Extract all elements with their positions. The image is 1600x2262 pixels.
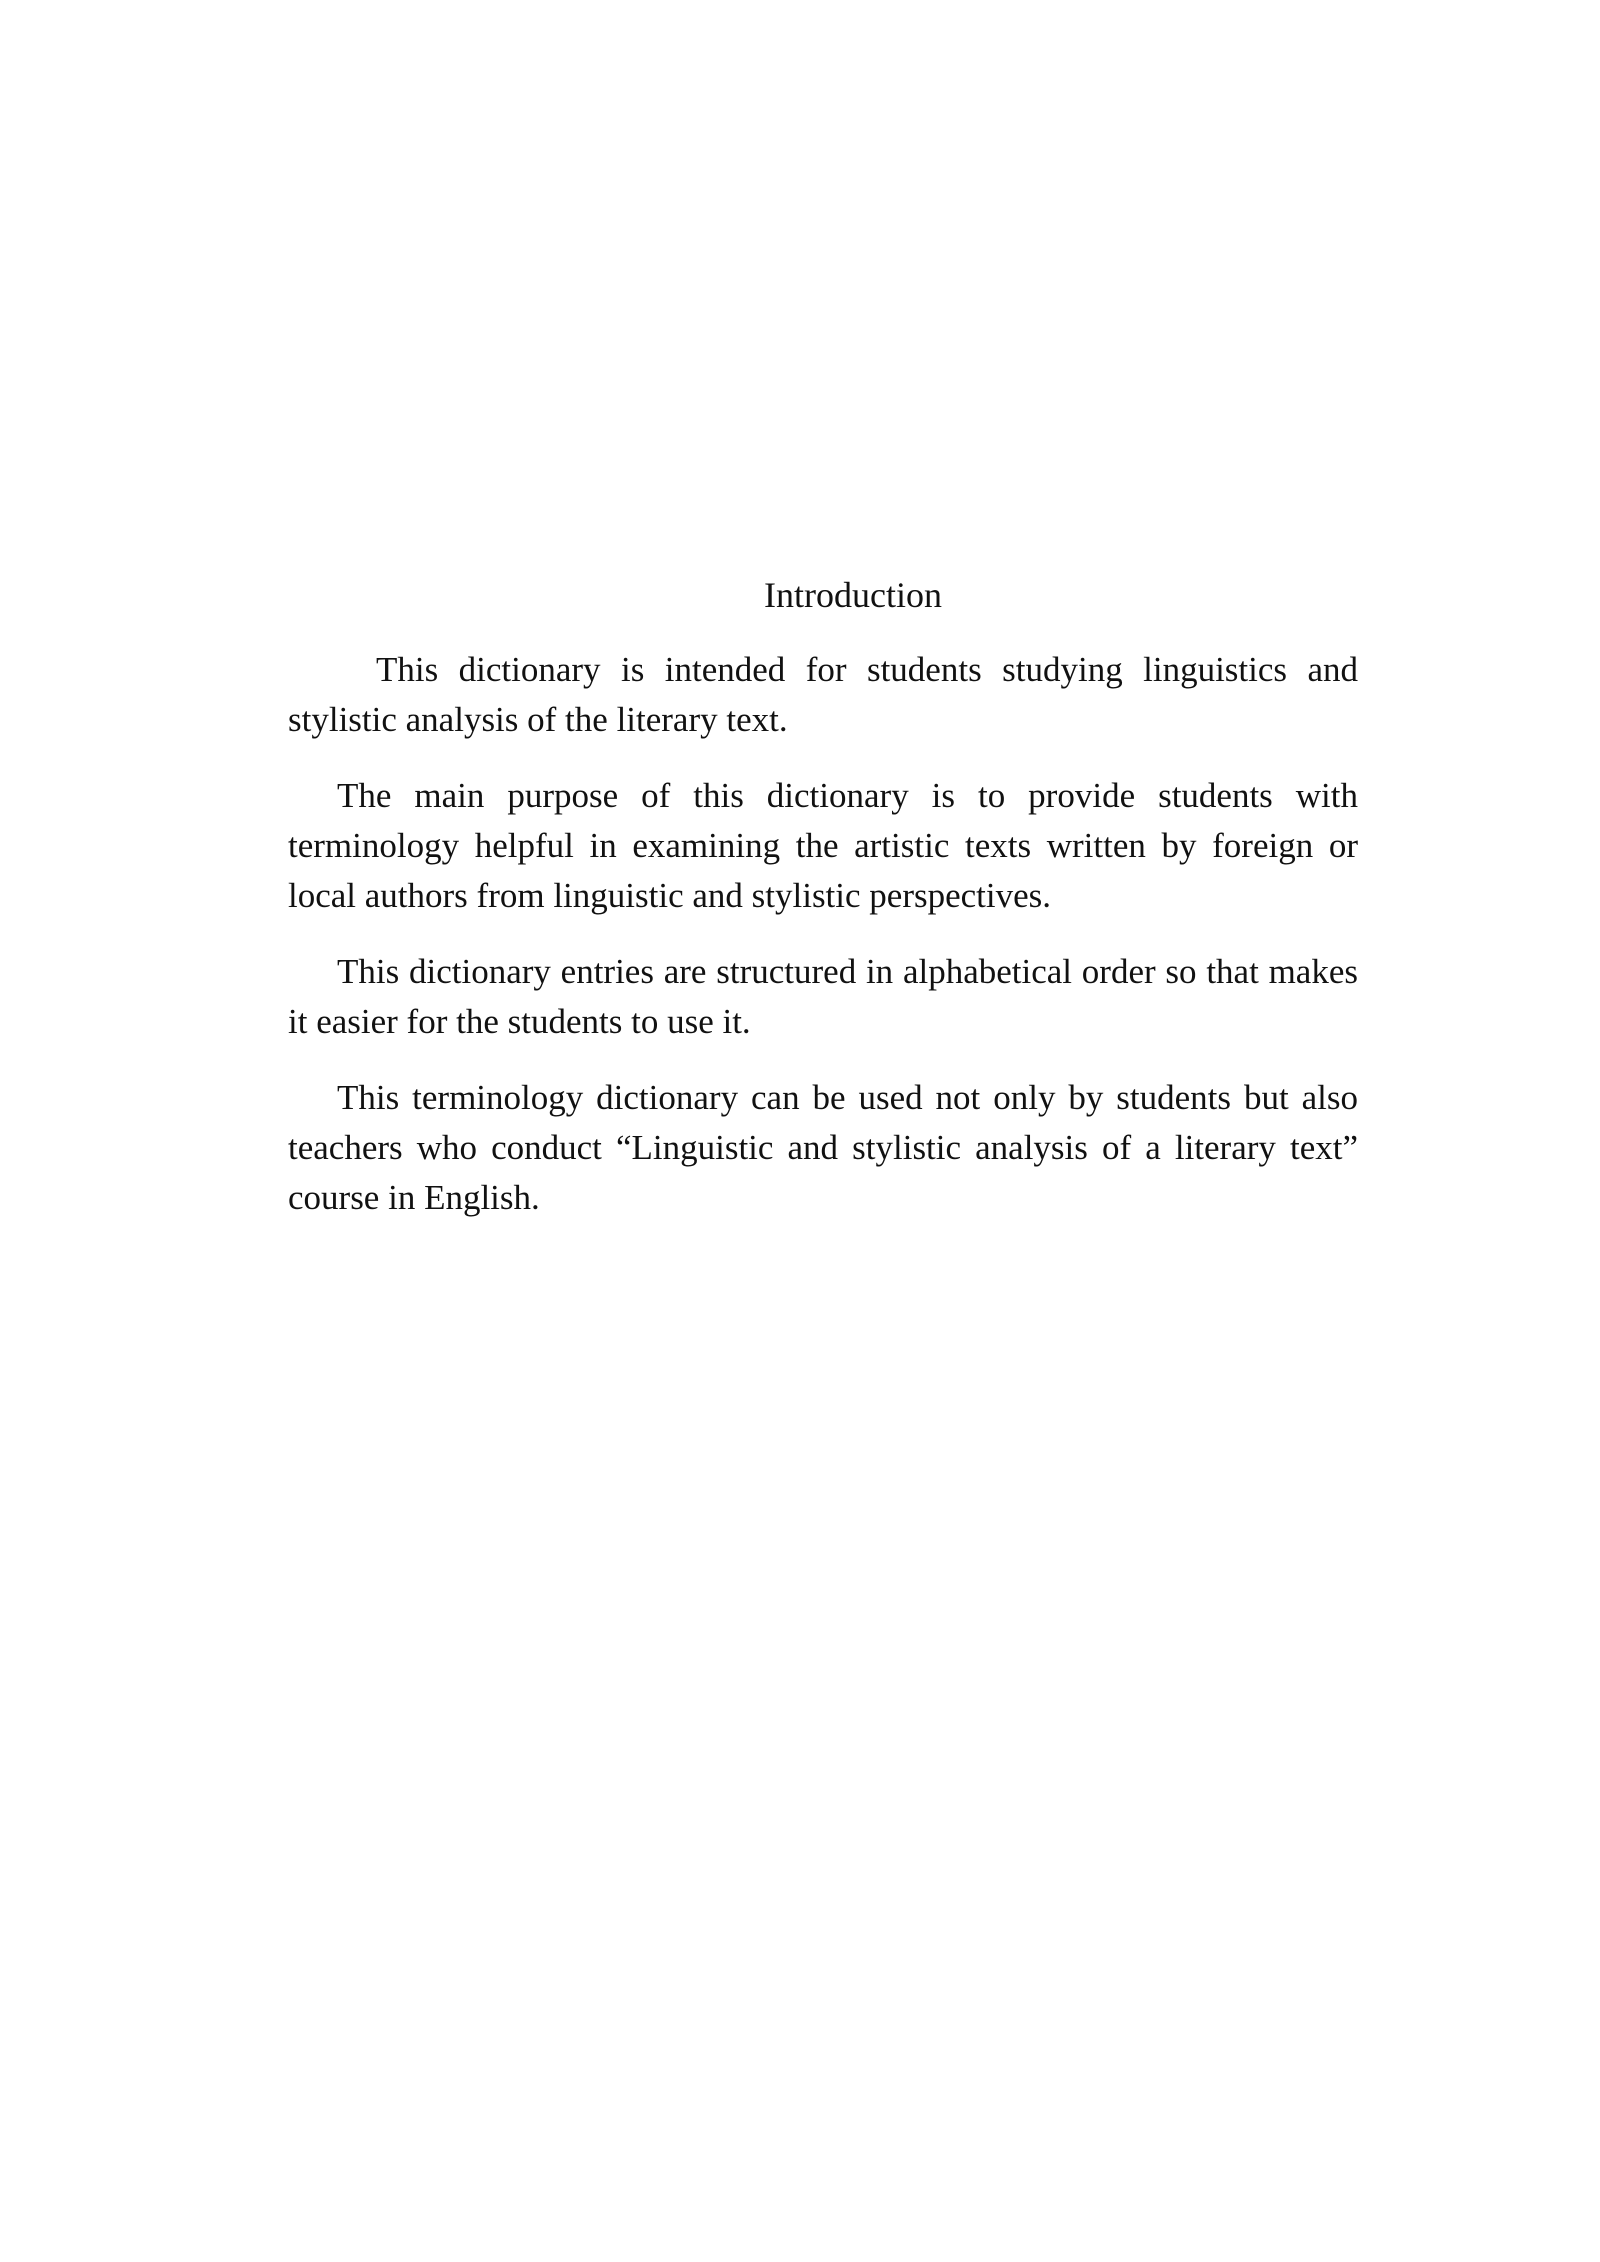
page-title: Introduction bbox=[764, 575, 942, 615]
paragraph-3: This dictionary entries are structured in alphabetical order so that makes it easier for the students to use it. bbox=[288, 952, 1358, 1041]
paragraph-2: The main purpose of this dictionary is to provide students with terminology helpful in examining the artistic texts written by foreign or local authors from linguistic and stylistic perspectives. bbox=[288, 776, 1358, 915]
paragraph-4: This terminology dictionary can be used not only by students but also teachers who conduct “Linguistic and stylistic analysis of a literary text” course in English. bbox=[288, 1078, 1358, 1217]
document-body bbox=[288, 570, 1358, 1249]
paragraph-1: This dictionary is intended for students studying linguistics and stylistic analysis of the literary text. bbox=[288, 650, 1358, 739]
